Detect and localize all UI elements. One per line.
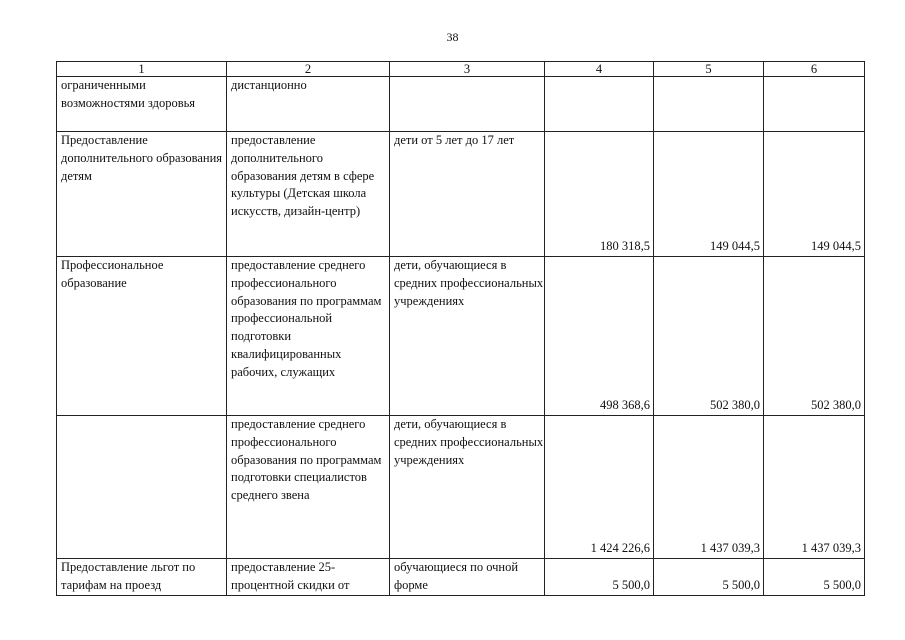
description-cell: предоставление среднего профессионального образования по программам подготовки специалистов среднего звена (227, 416, 390, 559)
column-header-4: 4 (545, 62, 654, 77)
page-number: 38 (446, 30, 459, 44)
column-header-1: 1 (57, 62, 227, 77)
value-cell-col6: 149 044,5 (764, 132, 865, 257)
table-row (57, 77, 865, 132)
table-row (57, 559, 865, 596)
value-cell-col4: 498 368,6 (545, 257, 654, 416)
column-header-5: 5 (654, 62, 764, 77)
value-cell-col4: 180 318,5 (545, 132, 654, 257)
service-cell: Профессиональное образование (57, 257, 227, 416)
service-cell: Предоставление дополнительного образования детям (57, 132, 227, 257)
recipients-cell (390, 77, 545, 132)
value-cell-col4 (545, 77, 654, 132)
value-cell-col6: 1 437 039,3 (764, 416, 865, 559)
data-table (56, 61, 865, 596)
table-header-row (57, 62, 865, 77)
value-cell-col6: 5 500,0 (764, 559, 865, 596)
value-cell-col6: 502 380,0 (764, 257, 865, 416)
recipients-cell: дети, обучающиеся в средних профессиональных учреждениях (390, 257, 545, 416)
value-cell-col5 (654, 77, 764, 132)
table-row (57, 416, 865, 559)
value-cell-col5: 1 437 039,3 (654, 416, 764, 559)
value-cell-col5: 502 380,0 (654, 257, 764, 416)
description-cell: дистанционно (227, 77, 390, 132)
recipients-cell: дети от 5 лет до 17 лет (390, 132, 545, 257)
table-row (57, 257, 865, 416)
column-header-3: 3 (390, 62, 545, 77)
value-cell-col5: 5 500,0 (654, 559, 764, 596)
description-cell: предоставление среднего профессионального образования по программам профессиональной подготовки квалифицированных рабочих, служащих (227, 257, 390, 416)
value-cell-col4: 1 424 226,6 (545, 416, 654, 559)
recipients-cell: обучающиеся по очной форме (390, 559, 545, 596)
service-cell: Предоставление льгот по тарифам на проезд (57, 559, 227, 596)
recipients-cell: дети, обучающиеся в средних профессиональных учреждениях (390, 416, 545, 559)
service-cell: ограниченными возможностями здоровья (57, 77, 227, 132)
value-cell-col5: 149 044,5 (654, 132, 764, 257)
value-cell-col4: 5 500,0 (545, 559, 654, 596)
description-cell: предоставление 25-процентной скидки от (227, 559, 390, 596)
service-cell (57, 416, 227, 559)
column-header-2: 2 (227, 62, 390, 77)
description-cell: предоставление дополнительного образования детям в сфере культуры (Детская школа искусств, дизайн-центр) (227, 132, 390, 257)
table-row (57, 132, 865, 257)
column-header-6: 6 (764, 62, 865, 77)
value-cell-col6 (764, 77, 865, 132)
